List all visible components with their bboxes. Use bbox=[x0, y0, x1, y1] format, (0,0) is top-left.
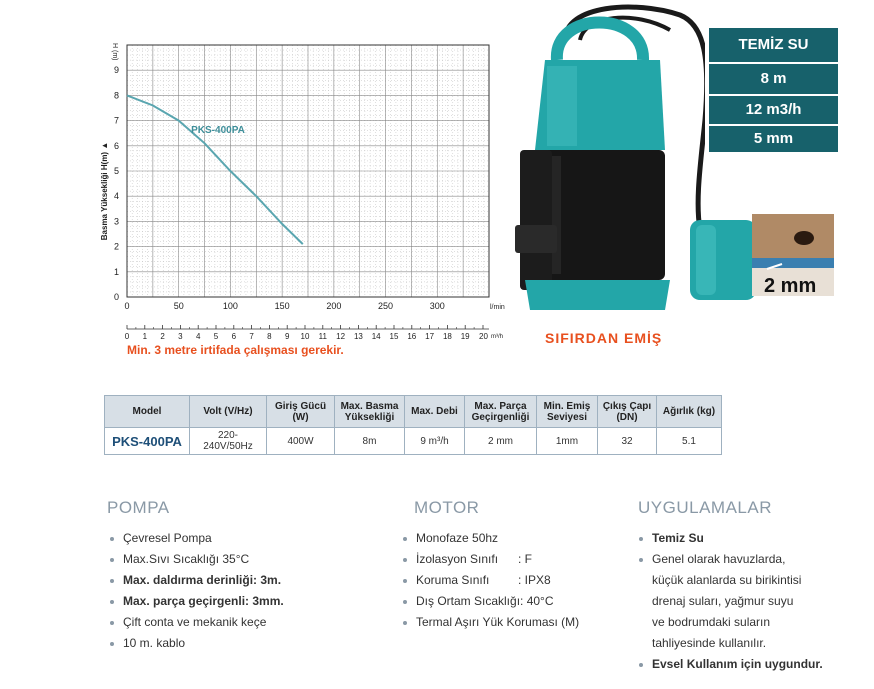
list-item: Dış Ortam Sıcaklığı: 40°C bbox=[400, 591, 579, 612]
series-label: PKS-400PA bbox=[191, 125, 245, 137]
pompa-section bbox=[107, 498, 284, 654]
table-header: Çıkış Çapı (DN) bbox=[598, 396, 657, 428]
pump-illustration bbox=[505, 0, 705, 320]
float-switch-icon bbox=[688, 210, 758, 305]
x2-tick-label: 5 bbox=[213, 332, 219, 341]
table-cell: 5.1 bbox=[657, 428, 722, 455]
spec-box-water: TEMİZ SU bbox=[709, 28, 838, 62]
table-cell: 1mm bbox=[537, 428, 598, 455]
table-header: Volt (V/Hz) bbox=[190, 396, 267, 428]
pompa-title: POMPA bbox=[107, 498, 170, 517]
uygulamalar-section bbox=[636, 498, 823, 675]
x2-unit-label: m³/h bbox=[491, 334, 503, 340]
y-tick-label: 9 bbox=[113, 65, 119, 76]
x2-tick-label: 9 bbox=[284, 332, 290, 341]
x-tick-label: 100 bbox=[222, 301, 238, 311]
list-item: Max.Sıvı Sıcaklığı 35°C bbox=[107, 549, 284, 570]
y-tick-label: 1 bbox=[113, 266, 119, 277]
list-item: drenaj suları, yağmur suyu bbox=[652, 594, 794, 608]
x-tick-label: 250 bbox=[378, 301, 394, 311]
x2-tick-label: 13 bbox=[353, 332, 363, 341]
x-tick-label: 50 bbox=[173, 301, 184, 311]
pump-base bbox=[525, 280, 670, 310]
y-tick-label: 7 bbox=[113, 115, 119, 126]
x2-tick-label: 11 bbox=[318, 332, 327, 341]
x-tick-label: 200 bbox=[326, 301, 342, 311]
table-header: Giriş Gücü (W) bbox=[267, 396, 335, 428]
pump-outlet bbox=[520, 150, 552, 290]
spec-box-flow: 12 m3/h bbox=[709, 96, 838, 124]
y-tick-label: 2 bbox=[113, 241, 119, 252]
table-row bbox=[105, 428, 722, 455]
y-tick-label: 3 bbox=[113, 216, 119, 227]
x2-tick-label: 3 bbox=[178, 332, 183, 341]
table-header-row bbox=[105, 396, 722, 428]
performance-chart bbox=[95, 30, 505, 345]
list-item: Çift conta ve mekanik keçe bbox=[107, 612, 284, 633]
uygulamalar-title: UYGULAMALAR bbox=[638, 498, 772, 517]
y-tick-label: 0 bbox=[113, 292, 119, 302]
x2-tick-label: 4 bbox=[195, 332, 201, 341]
y-tick-label: 6 bbox=[113, 140, 119, 151]
y-tick-label: 5 bbox=[113, 166, 119, 176]
y-unit-label: H (m) bbox=[111, 43, 118, 61]
spec-box-particle: 5 mm bbox=[709, 126, 838, 152]
x2-tick-label: 14 bbox=[371, 332, 381, 341]
x2-tick-label: 1 bbox=[142, 332, 148, 341]
x2-tick-label: 16 bbox=[407, 332, 417, 341]
table-header: Max. Debi bbox=[405, 396, 465, 428]
motor-section bbox=[400, 498, 579, 633]
x2-tick-label: 10 bbox=[300, 332, 310, 341]
motor-title: MOTOR bbox=[414, 498, 480, 517]
list-item: Max. daldırma derinliği: 3m. bbox=[107, 570, 284, 591]
list-item: Genel olarak havuzlarda, bbox=[636, 549, 823, 570]
x2-tick-label: 19 bbox=[460, 332, 470, 341]
spec-box-head: 8 m bbox=[709, 64, 838, 94]
x2-tick-label: 2 bbox=[160, 332, 165, 341]
table-header: Ağırlık (kg) bbox=[657, 396, 722, 428]
table-cell: 9 m³/h bbox=[405, 428, 465, 455]
list-item: Temiz Su bbox=[636, 528, 823, 549]
x-tick-label: 300 bbox=[429, 301, 445, 311]
inset-2mm-label: 2 mm bbox=[764, 275, 817, 297]
x2-tick-label: 18 bbox=[442, 332, 452, 341]
table-header: Min. Emiş Seviyesi bbox=[537, 396, 598, 428]
y-axis-label: Basma Yüksekliği H(m) ▲ bbox=[100, 141, 109, 241]
x2-tick-label: 20 bbox=[479, 332, 488, 341]
table-cell: 220-240V/50Hz bbox=[190, 428, 267, 455]
list-item: küçük alanlarda su birikintisi bbox=[652, 573, 802, 587]
list-item: 10 m. kablo bbox=[107, 633, 284, 654]
x-unit-label: l/min bbox=[490, 304, 505, 311]
list-item: Monofaze 50hz bbox=[400, 528, 579, 549]
x2-tick-label: 15 bbox=[389, 332, 399, 341]
y-tick-label: 4 bbox=[113, 191, 119, 202]
list-item: Termal Aşırı Yük Koruması (M) bbox=[400, 612, 579, 633]
table-cell: 400W bbox=[267, 428, 335, 455]
x2-tick-label: 17 bbox=[425, 332, 435, 341]
table-header: Max. Parça Geçirgenliği bbox=[465, 396, 537, 428]
list-item: Evsel Kullanım için uygundur. bbox=[636, 654, 823, 675]
list-item: ve bodrumdaki suların bbox=[652, 615, 771, 629]
list-item: Çevresel Pompa bbox=[107, 528, 284, 549]
pump-handle bbox=[557, 23, 643, 61]
table-header: Model bbox=[105, 396, 190, 428]
table-cell: 32 bbox=[598, 428, 657, 455]
list-item: Koruma Sınıfı : IPX8 bbox=[400, 570, 579, 591]
table-cell: 8m bbox=[335, 428, 405, 455]
x-tick-label: 150 bbox=[274, 301, 290, 311]
spec-table bbox=[104, 395, 722, 455]
chart-note: Min. 3 metre irtifada çalışması gerekir. bbox=[127, 343, 344, 357]
emis-label: SIFIRDAN EMİŞ bbox=[545, 330, 663, 346]
x2-tick-label: 12 bbox=[336, 332, 346, 341]
x-tick-label: 0 bbox=[124, 301, 130, 311]
x2-tick-label: 6 bbox=[231, 332, 237, 341]
x2-tick-label: 8 bbox=[267, 332, 272, 341]
table-cell: 2 mm bbox=[465, 428, 537, 455]
table-cell: PKS-400PA bbox=[105, 428, 190, 455]
list-item: tahliyesinde kullanılır. bbox=[652, 636, 767, 650]
list-item: İzolasyon Sınıfı : F bbox=[400, 549, 579, 570]
x2-tick-label: 7 bbox=[249, 332, 254, 341]
table-header: Max. Basma Yüksekliği bbox=[335, 396, 405, 428]
y-tick-label: 8 bbox=[113, 90, 119, 101]
list-item: Max. parça geçirgenli: 3mm. bbox=[107, 591, 284, 612]
x2-tick-label: 0 bbox=[124, 332, 130, 341]
